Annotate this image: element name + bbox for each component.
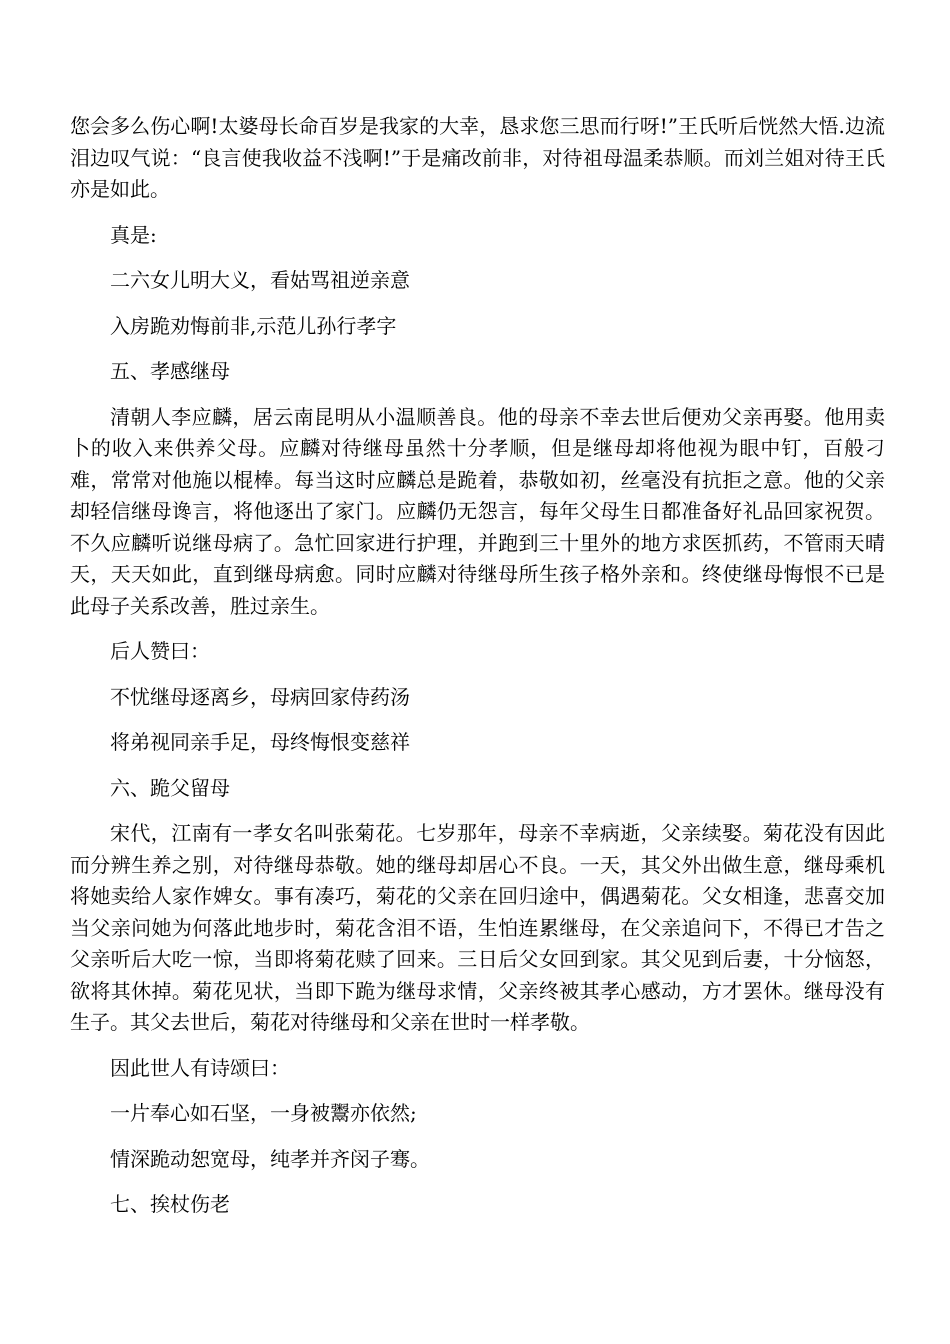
- verse-line: 情深跪动恕宽母，纯孝并齐闵子骞。: [110, 1146, 430, 1171]
- document-body: [70, 111, 885, 1221]
- paragraph: 清朝人李应麟，居云南昆明从小温顺善良。他的母亲不幸去世后便劝父亲再娶。他用卖卜的收入来供养父母。应麟对待继母虽然十分孝顺，但是继母却将他视为眼中钉，百般刁难，常常对他施以棍棒。每当这时应麟总是跪着，恭敬如初，丝毫没有抗拒之意。他的父亲却轻信继母谗言，将他逐出了家门。应麟仍无怨言，每年父母生日都准备好礼品回家祝贺。不久应麟听说继母病了。急忙回家进行护理，并跑到三十里外的地方求医抓药，不管雨天晴天，天天如此，直到继母病愈。同时应麟对待继母所生孩子格外亲和。终使继母悔恨不已是此母子关系改善，胜过亲生。: [70, 404, 885, 618]
- verse-intro: 真是:: [110, 222, 157, 247]
- section-heading: 七、挨杖伤老: [110, 1192, 230, 1216]
- verse-intro: 后人赞曰：: [110, 639, 210, 663]
- paragraph-continuation: 您会多么伤心啊!太婆母长命百岁是我家的大幸，恳求您三思而行呀!”王氏听后恍然大悟.边流泪边叹气说：“良言使我收益不浅啊!”于是痛改前非，对待祖母温柔恭顺。而刘兰姐对待王氏亦是如此。: [70, 114, 885, 201]
- verse-line: 不忧继母逐离乡，母病回家侍药汤: [110, 684, 410, 709]
- verse-line: 二六女儿明大义，看姑骂祖逆亲意: [110, 268, 410, 292]
- verse-intro: 因此世人有诗颂曰：: [110, 1055, 290, 1080]
- verse-line: 将弟视同亲手足，母终悔恨变慈祥: [110, 730, 410, 754]
- paragraph: 宋代，江南有一孝女名叫张菊花。七岁那年，母亲不幸病逝，父亲续娶。菊花没有因此而分辨生养之别，对待继母恭敬。她的继母却居心不良。一天，其父外出做生意，继母乘机将她卖给人家作婢女。事有凑巧，菊花的父亲在回归途中，偶遇菊花。父女相逢，悲喜交加当父亲问她为何落此地步时，菊花含泪不语，生怕连累继母，在父亲追问下，不得已才告之父亲听后大吃一惊，当即将菊花赎了回来。三日后父女回到家。其父见到后妻，十分恼怒，欲将其休掉。菊花见状，当即下跪为继母求情，父亲终被其孝心感动，方才罢休。继母没有生子。其父去世后，菊花对待继母和父亲在世时一样孝敬。: [70, 821, 885, 1034]
- section-heading: 六、跪父留母: [110, 775, 230, 800]
- verse-line: 一片奉心如石坚，一身被鬻亦依然;: [110, 1101, 417, 1125]
- verse-line: 入房跪劝悔前非,示范儿孙行孝字: [110, 313, 397, 338]
- section-heading: 五、孝感继母: [110, 359, 230, 383]
